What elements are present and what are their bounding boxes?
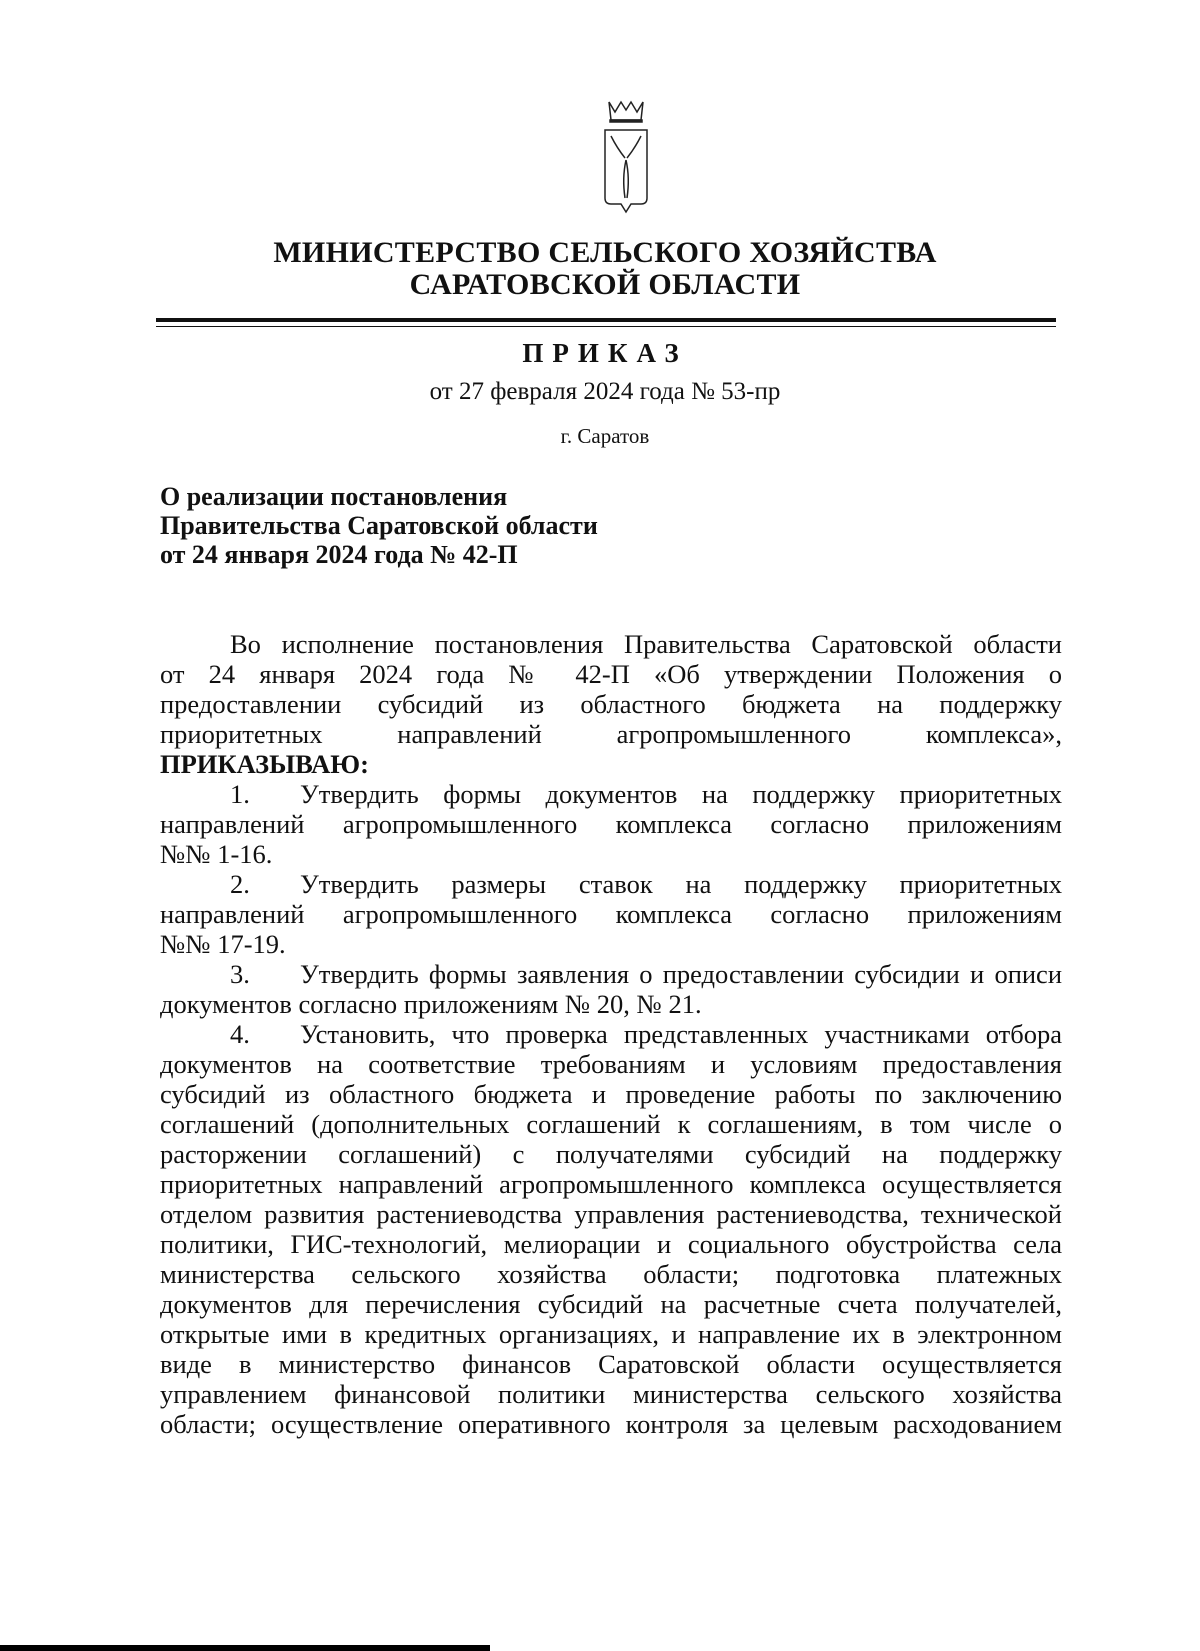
body-line: субсидий из областного бюджета и проведение работы по заключению — [160, 1079, 1062, 1109]
header-divider-thick — [156, 318, 1056, 322]
body-line: документов согласно приложениям № 20, № 21. — [160, 989, 702, 1019]
subject-line: от 24 января 2024 года № 42-П — [160, 540, 518, 569]
document-city: г. Саратов — [560, 424, 650, 448]
body-line: №№ 1-16. — [160, 839, 273, 869]
body-line: предоставлении субсидий из областного бюджета на поддержку — [160, 689, 1062, 719]
body-line: политики, ГИС-технологий, мелиорации и социального обустройства села — [160, 1229, 1062, 1259]
saratov-coat-of-arms-emblem — [603, 98, 649, 216]
item-number: 3. — [230, 959, 250, 989]
body-line: направлений агропромышленного комплекса согласно приложениям — [160, 899, 1062, 929]
body-line: виде в министерство финансов Саратовской области осуществляется — [160, 1349, 1062, 1379]
subject-line: Правительства Саратовской области — [160, 511, 598, 540]
document-type: ПРИКАЗ — [522, 338, 688, 368]
body-line: документов для перечисления субсидий на расчетные счета получателей, — [160, 1289, 1062, 1319]
body-line: соглашений (дополнительных соглашений к соглашениям, в том числе о — [160, 1109, 1062, 1139]
ministry-name-line2: САРАТОВСКОЙ ОБЛАСТИ — [409, 268, 801, 301]
header-divider-thin — [156, 326, 1056, 327]
order-word: ПРИКАЗЫВАЮ: — [160, 749, 369, 779]
body-line: отделом развития растениеводства управления растениеводства, технической — [160, 1199, 1062, 1229]
subject-line: О реализации постановления — [160, 482, 508, 511]
body-line: №№ 17-19. — [160, 929, 286, 959]
scan-edge-artifact — [0, 1645, 490, 1651]
body-line: управлением финансовой политики министерства сельского хозяйства — [160, 1379, 1062, 1409]
item-number: 2. — [230, 869, 250, 899]
item-number: 4. — [230, 1019, 250, 1049]
body-line: области; осуществление оперативного контроля за целевым расходованием — [160, 1409, 1062, 1439]
body-line: приоритетных направлений агропромышленного комплекса осуществляется — [160, 1169, 1062, 1199]
document-date-number: от 27 февраля 2024 года № 53-пр — [429, 378, 781, 405]
body-line: открытые ими в кредитных организациях, и направление их в электронном — [160, 1319, 1062, 1349]
body-line: министерства сельского хозяйства области; подготовка платежных — [160, 1259, 1062, 1289]
item-number: 1. — [230, 779, 250, 809]
body-line: Утвердить формы документов на поддержку приоритетных — [300, 779, 1062, 809]
body-line: от 24 января 2024 года № 42-П «Об утверждении Положения о — [160, 659, 1062, 689]
body-line: приоритетных направлений агропромышленного комплекса», — [160, 719, 1062, 749]
body-line: расторжении соглашений) с получателями субсидий на поддержку — [160, 1139, 1062, 1169]
body-line: Утвердить размеры ставок на поддержку приоритетных — [300, 869, 1062, 899]
body-line: направлений агропромышленного комплекса согласно приложениям — [160, 809, 1062, 839]
body-line: Установить, что проверка представленных участниками отбора — [300, 1019, 1062, 1049]
body-line: Во исполнение постановления Правительства Саратовской области — [230, 629, 1062, 659]
body-line: Утвердить формы заявления о предоставлении субсидии и описи — [300, 959, 1062, 989]
ministry-name-line1: МИНИСТЕРСТВО СЕЛЬСКОГО ХОЗЯЙСТВА — [273, 236, 937, 269]
body-line: документов на соответствие требованиям и условиям предоставления — [160, 1049, 1062, 1079]
